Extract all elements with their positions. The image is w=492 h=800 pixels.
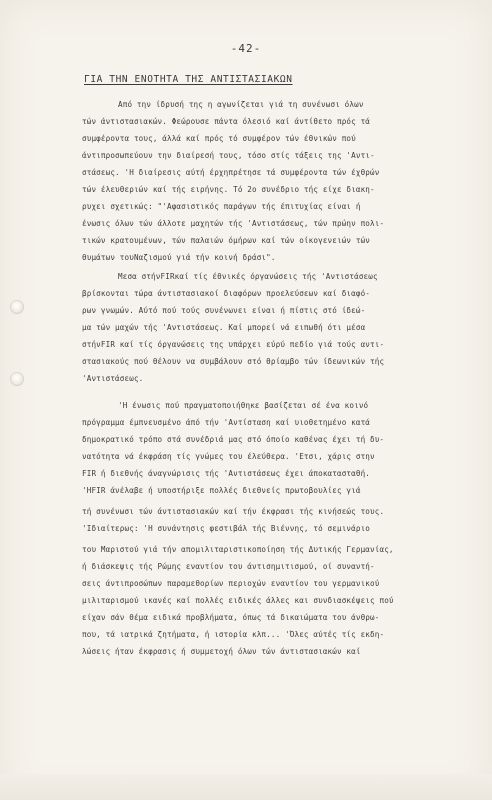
text-line: συμφέροντα τους, άλλά καί πρός τό συμφέρον τών έθνικών πού — [82, 134, 356, 143]
page-bottom-edge — [0, 774, 492, 800]
text-line: θυμάτων τουΝαζισμού γιά τήν κοινή δράσι". — [82, 253, 276, 262]
text-line: 'ΗFIR άνέλαβε ή υποστήριξε πολλές διεθνείς πρωτοβουλίες γιά — [82, 486, 361, 495]
text-line: τών έλευθεριών καί τής ειρήνης. Τό 2ο συνέδριο τής είχε διακη- — [82, 185, 375, 194]
text-line: στάσεως. 'Η διαίρεσις αύτή έρχηπρέτησε τά συμφέροντα τών έχθρών — [82, 168, 380, 177]
text-line: Μεσα στήνFIRκαί τίς έθνικές όργανώσεις τής 'Αντιστάσεως — [118, 272, 378, 281]
text-line: πρόγραμμα έμπνευσμένο άπό τήν 'Αντίσταση καί υιοθετημένο κατά — [82, 418, 371, 427]
text-line: Από την ίδρυσή της η αγωνίζεται γιά τη συνένωσι όλων — [118, 100, 364, 109]
text-line: σεις άντιπροσώπων παραμεθορίων περιοχών εναντίον του γερμανικού — [82, 579, 380, 588]
text-line: 'Ιδιαίτερως: 'Η συνάντησις φεστιβάλ τής Βιέννης, τό σεμινάριο — [82, 524, 371, 533]
text-line: που, τά ιατρικά ζητήματα, ή ιστορία κλπ... 'Όλες αύτές τίς εκδη- — [82, 630, 385, 639]
text-line: λώσεις ήταν έκφρασις ή συμμετοχή όλων τών άντιστασιακών καί — [82, 647, 361, 656]
text-line: του Μαριστού γιά τήν απομιλιταριστικοποίηση τής Δυτικής Γερμανίας, — [82, 545, 394, 554]
text-line: τικών κρατουμένων, τών παλαιών όμήρων καί τών οίκογενειών τών — [82, 236, 371, 245]
text-line: τή συνένωσι τών άντιστασιακών καί τήν έκφρασι τής κινήσεώς τους. — [82, 507, 385, 516]
punch-hole-icon — [10, 372, 24, 386]
punch-hole-icon — [10, 300, 24, 314]
text-line: μιλιταρισμού ικανές καί πολλές ειδικές άλλες και συνδιασκέψεις πού — [82, 596, 394, 605]
text-line: FIR ή διεθνής άναγνώρισις τής 'Αντιστάσεως έχει άποκατασταθή. — [82, 469, 371, 478]
text-line: τών άντιστασιακών. Φεώρουσε πάντα όλεσιό καί άντίθετο πρός τά — [82, 117, 371, 126]
text-line: ρυχει σχετικώς: "'Αφασιστικός παράγων τής έπιτυχίας είναι ή — [82, 202, 361, 211]
text-line: στήνFIR καί τίς όργανώσεις της υπάρχει εύρύ πεδίο γιά τούς αντι- — [82, 340, 385, 349]
section-heading: ΓΙΑ ΤΗΝ ΕΝΟΤΗΤΑ ΤΗΣ ΑΝΤΙΣΤΑΣΙΑΚΩΝ — [84, 74, 293, 85]
text-line: δημοκρατικό τρόπο στά συνέδριά μας στό όποίο καθένας έχει τή δυ- — [82, 435, 385, 444]
text-line: ρων γνωμών. Αύτό πού τούς συνένωνει είναι ή πίστις στό ίδεώ- — [82, 306, 366, 315]
page-number: -42- — [230, 42, 262, 55]
text-line: ένωσις όλων τών άλλοτε μαχητών τής 'Αντιστάσεως, τών πρώην πολι- — [82, 219, 385, 228]
text-line: 'Η ένωσις πού πραγματοποιήθηκε βασίζεται σέ ένα κοινό — [118, 401, 369, 410]
text-line: ή διάσκεψις τής Ρώμης εναντίον του άντισημιτισμού, οί συναντή- — [82, 562, 375, 571]
text-line: μα τών μαχών τής 'Αντιστάσεως. Καί μπορεί νά ειπωθή ότι μέσα — [82, 323, 366, 332]
text-line: στασιακούς πού θέλουν να συμβάλουν στό θρίαμβο τών ίδεωνικών τής — [82, 357, 385, 366]
text-line: είχαν σάν θέμα ειδικά προβλήματα, όπως τά δικαιώματα του άνθρω- — [82, 613, 380, 622]
text-line: άντιπροσωπεύουν την διαίρεσή τους, τόσο στίς τάξεις της 'Αντι- — [82, 151, 375, 160]
text-line: νατότητα νά έκφράση τίς γνώμες του έλεύθερα. 'Ετσι, χάρις στην — [82, 452, 375, 461]
text-line: βρίσκονται τώρα άντιστασιακοί διαφόρων προελεύσεων καί διαφό- — [82, 289, 371, 298]
text-line: 'Αντιστάσεως. — [82, 374, 144, 383]
